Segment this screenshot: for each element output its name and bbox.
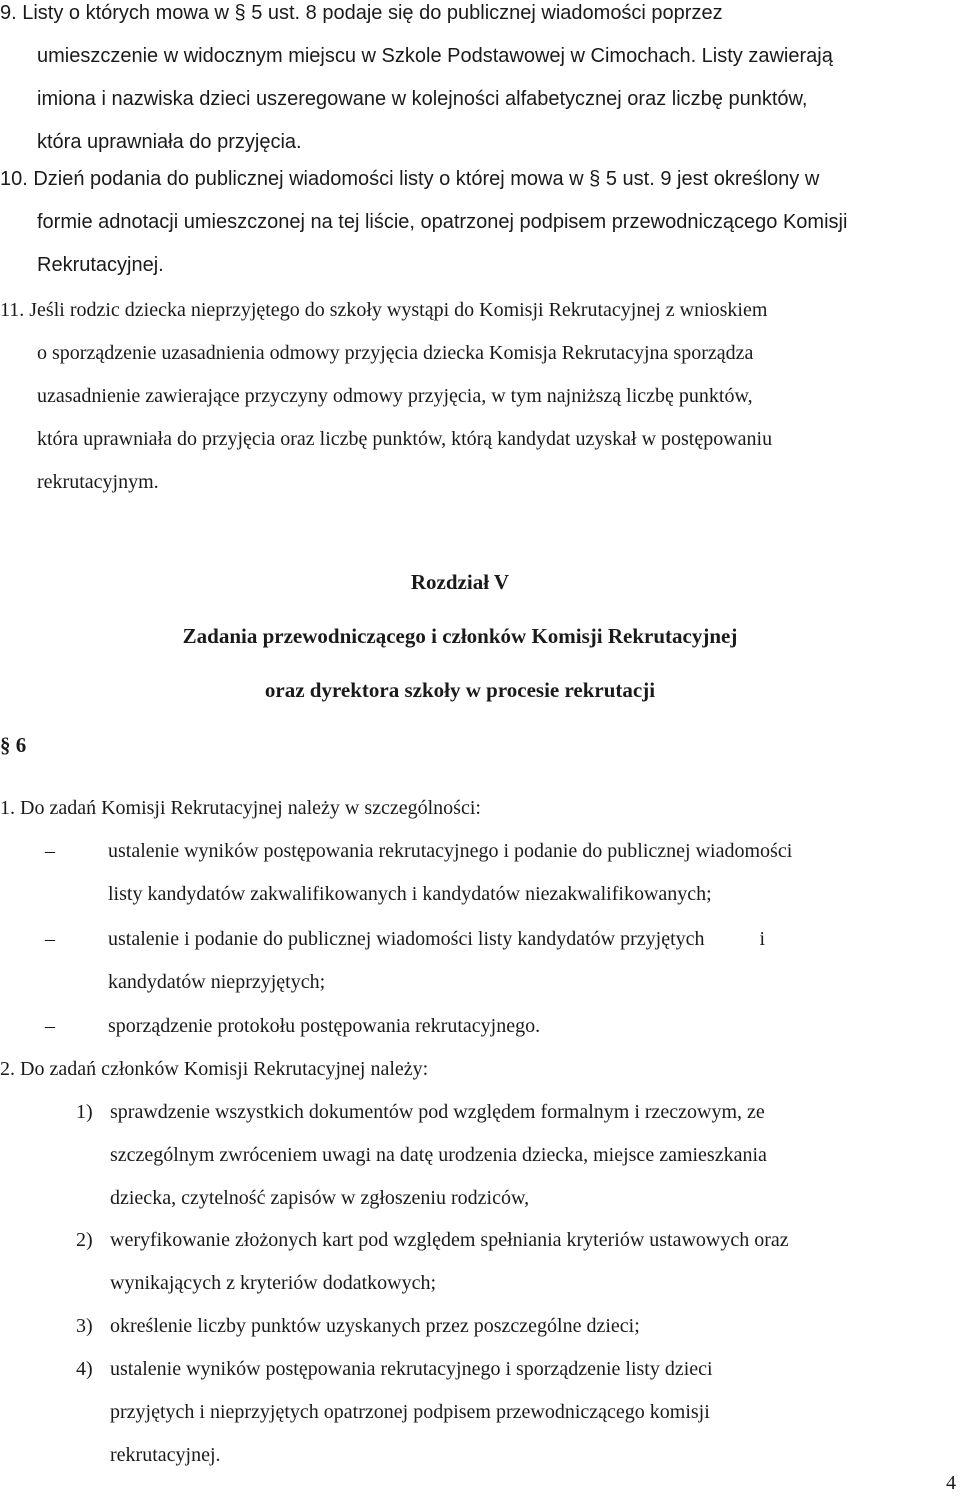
text-line: listy kandydatów zakwalifikowanych i kandydatów niezakwalifikowanych; bbox=[108, 883, 712, 905]
point-2-intro: 2. Do zadań członków Komisji Rekrutacyjnej należy: bbox=[0, 1058, 429, 1080]
text-line: ustalenie wyników postępowania rekrutacyjnego i sporządzenie listy dzieci bbox=[110, 1358, 713, 1380]
text-line: imiona i nazwiska dzieci uszeregowane w kolejności alfabetycznej oraz liczbę punktów, bbox=[37, 88, 808, 110]
dash-bullet: – bbox=[45, 1015, 55, 1037]
text-line: ustalenie i podanie do publicznej wiadomości listy kandydatów przyjętych i bbox=[108, 928, 766, 950]
point-1-intro: 1. Do zadań Komisji Rekrutacyjnej należy w szczególności: bbox=[0, 797, 481, 819]
section-mark: § 6 bbox=[0, 733, 27, 757]
text-line: sporządzenie protokołu postępowania rekrutacyjnego. bbox=[108, 1015, 541, 1037]
text-line: wynikających z kryteriów dodatkowych; bbox=[110, 1272, 437, 1294]
text-line: która uprawniała do przyjęcia oraz liczbę punktów, którą kandydat uzyskał w postępowaniu bbox=[37, 428, 773, 450]
text-line: weryfikowanie złożonych kart pod względem spełniania kryteriów ustawowych oraz bbox=[110, 1229, 789, 1251]
text-line: umieszczenie w widocznym miejscu w Szkole Podstawowej w Cimochach. Listy zawierają bbox=[37, 45, 833, 67]
text-line: rekrutacyjnym. bbox=[37, 471, 159, 493]
text-line: 10. Dzień podania do publicznej wiadomości listy o której mowa w § 5 ust. 9 jest określony w bbox=[0, 168, 820, 190]
text-line: uzasadnienie zawierające przyczyny odmowy przyjęcia, w tym najniższą liczbę punktów, bbox=[37, 385, 753, 407]
text-line: o sporządzenie uzasadnienia odmowy przyjęcia dziecka Komisja Rekrutacyjna sporządza bbox=[37, 342, 754, 364]
text-line: dziecka, czytelność zapisów w zgłoszeniu rodziców, bbox=[110, 1187, 530, 1209]
text-line: która uprawniała do przyjęcia. bbox=[37, 131, 302, 153]
chapter-title: Rozdział V bbox=[410, 570, 510, 594]
dash-bullet: – bbox=[45, 840, 55, 862]
chapter-subtitle: oraz dyrektora szkoły w procesie rekrutacji bbox=[264, 678, 656, 702]
text-line: przyjętych i nieprzyjętych opatrzonej podpisem przewodniczącego komisji bbox=[110, 1401, 710, 1423]
item-number: 2) bbox=[76, 1229, 93, 1251]
item-number: 1) bbox=[76, 1101, 93, 1123]
dash-bullet: – bbox=[45, 928, 55, 950]
paragraph-11 bbox=[0, 289, 772, 504]
item-number: 4) bbox=[76, 1358, 93, 1380]
text-line: 9. Listy o których mowa w § 5 ust. 8 podaje się do publicznej wiadomości poprzez bbox=[0, 2, 723, 24]
text-line: sprawdzenie wszystkich dokumentów pod względem formalnym i rzeczowym, ze bbox=[110, 1101, 765, 1123]
text-line: kandydatów nieprzyjętych; bbox=[108, 971, 326, 993]
text-line: Rekrutacyjnej. bbox=[37, 254, 164, 276]
text-line: rekrutacyjnej. bbox=[110, 1444, 221, 1466]
item-number: 3) bbox=[76, 1315, 93, 1337]
paragraph-9 bbox=[0, 0, 833, 164]
text-line: 11. Jeśli rodzic dziecka nieprzyjętego do szkoły wystąpi do Komisji Rekrutacyjnej z wnioskiem bbox=[0, 299, 768, 321]
page-number: 4 bbox=[946, 1472, 956, 1494]
text-line: określenie liczby punktów uzyskanych przez poszczególne dzieci; bbox=[110, 1315, 640, 1337]
paragraph-10 bbox=[0, 158, 847, 287]
chapter-subtitle: Zadania przewodniczącego i członków Komisji Rekrutacyjnej bbox=[182, 624, 738, 648]
text-line: ustalenie wyników postępowania rekrutacyjnego i podanie do publicznej wiadomości bbox=[108, 840, 793, 862]
text-line: szczególnym zwróceniem uwagi na datę urodzenia dziecka, miejsce zamieszkania bbox=[110, 1144, 767, 1166]
text-line: formie adnotacji umieszczonej na tej liście, opatrzonej podpisem przewodniczącego Komisji bbox=[37, 211, 848, 233]
